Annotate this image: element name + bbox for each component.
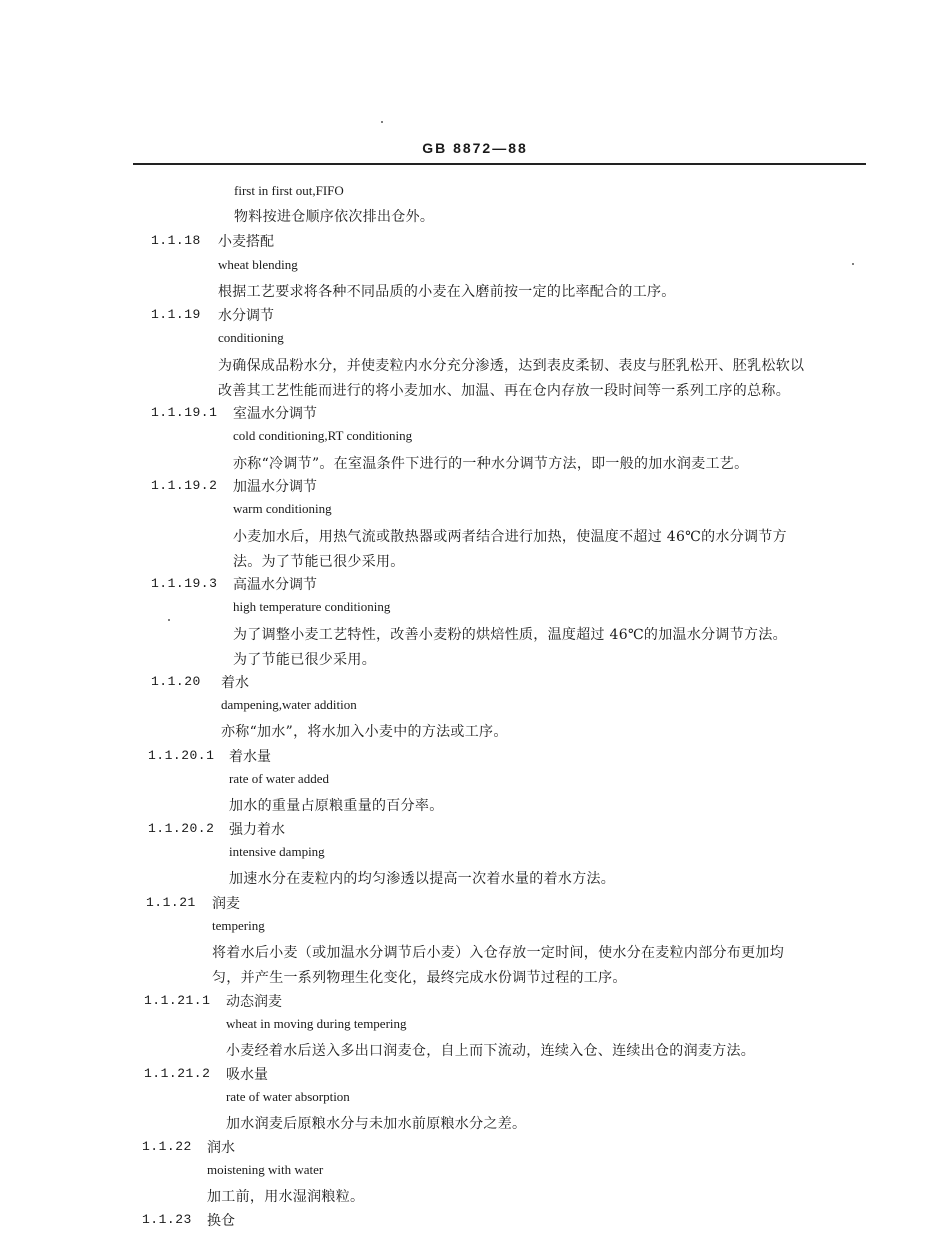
entry-english-term: warm conditioning [233, 501, 332, 516]
entry-english-term: wheat blending [218, 257, 298, 272]
entry-term: 高温水分调节 [233, 577, 317, 593]
entry-definition: 加水润麦后原粮水分与未加水前原粮水分之差。 [226, 1116, 527, 1132]
entry-english-term: intensive damping [229, 844, 325, 859]
entry-number: 1.1.20.2 [148, 821, 215, 836]
entry-term: 吸水量 [226, 1067, 268, 1083]
entry-number: 1.1.19 [151, 307, 201, 322]
entry-definition: 加工前，用水湿润粮粒。 [207, 1189, 365, 1205]
entry-definition: 小麦经着水后送入多出口润麦仓，自上而下流动，连续入仓、连续出仓的润麦方法。 [226, 1043, 756, 1059]
header-rule [133, 163, 866, 165]
entry-definition: 为了调整小麦工艺特性，改善小麦粉的烘焙性质，温度超过 46℃的加温水分调节方法。 [233, 627, 787, 643]
entry-english-term: wheat in moving during tempering [226, 1016, 407, 1031]
entry-definition: 加速水分在麦粒内的均匀渗透以提高一次着水量的着水方法。 [229, 871, 616, 887]
entry-definition: 根据工艺要求将各种不同品质的小麦在入磨前按一定的比率配合的工序。 [218, 284, 676, 300]
entry-definition: 为确保成品粉水分，并使麦粒内水分充分渗透，达到表皮柔韧、表皮与胚乳松开、胚乳松软以 [218, 358, 805, 374]
entry-english-term: first in first out,FIFO [234, 183, 344, 198]
entry-number: 1.1.23 [142, 1212, 192, 1227]
entry-term: 换仓 [207, 1213, 235, 1229]
entry-number: 1.1.20.1 [148, 748, 215, 763]
entry-number: 1.1.21.2 [144, 1066, 211, 1081]
entry-number: 1.1.21 [146, 895, 196, 910]
entry-term: 润麦 [212, 896, 240, 912]
entry-english-term: dampening,water addition [221, 697, 357, 712]
entry-number: 1.1.20 [151, 674, 201, 689]
entry-english-term: rate of water added [229, 771, 329, 786]
scan-speck [381, 121, 383, 123]
entry-definition: 将着水后小麦（或加温水分调节后小麦）入仓存放一定时间，使水分在麦粒内部分布更加均 [212, 945, 784, 961]
entry-number: 1.1.19.3 [151, 576, 218, 591]
entry-english-term: rate of water absorption [226, 1089, 350, 1104]
entry-number: 1.1.21.1 [144, 993, 211, 1008]
entry-definition: 为了节能已很少采用。 [233, 652, 376, 668]
entry-term: 室温水分调节 [233, 406, 317, 422]
entry-definition: 改善其工艺性能而进行的将小麦加水、加温、再在仓内存放一段时间等一系列工序的总称。 [218, 383, 790, 399]
entry-term: 着水 [221, 675, 249, 691]
entry-definition: 匀，并产生一系列物理生化变化，最终完成水份调节过程的工序。 [212, 970, 627, 986]
entry-number: 1.1.22 [142, 1139, 192, 1154]
entry-definition: 物料按进仓顺序依次排出仓外。 [234, 209, 435, 225]
page-header: GB 8872—88 [422, 140, 528, 156]
entry-definition: 加水的重量占原粮重量的百分率。 [229, 798, 444, 814]
entry-english-term: tempering [212, 918, 265, 933]
entry-english-term: moistening with water [207, 1162, 324, 1177]
entry-term: 小麦搭配 [218, 234, 274, 250]
scan-speck [852, 263, 854, 265]
entry-term: 润水 [207, 1140, 235, 1156]
entry-definition: 亦称“加水”，将水加入小麦中的方法或工序。 [221, 724, 508, 740]
entry-english-term: high temperature conditioning [233, 599, 391, 614]
entry-term: 水分调节 [218, 308, 274, 324]
entry-number: 1.1.18 [151, 233, 201, 248]
entry-definition: 小麦加水后，用热气流或散热器或两者结合进行加热，使温度不超过 46℃的水分调节方 [233, 529, 787, 545]
entry-term: 动态润麦 [226, 994, 282, 1010]
entry-definition: 亦称“冷调节”。在室温条件下进行的一种水分调节方法，即一般的加水润麦工艺。 [233, 456, 749, 472]
scan-speck [168, 619, 170, 621]
entry-english-term: cold conditioning,RT conditioning [233, 428, 413, 443]
entry-definition: 法。为了节能已很少采用。 [233, 554, 405, 570]
entry-number: 1.1.19.2 [151, 478, 218, 493]
entry-english-term: conditioning [218, 330, 284, 345]
entry-number: 1.1.19.1 [151, 405, 218, 420]
entry-term: 强力着水 [229, 822, 285, 838]
entry-term: 着水量 [229, 749, 271, 765]
entry-term: 加温水分调节 [233, 479, 317, 495]
